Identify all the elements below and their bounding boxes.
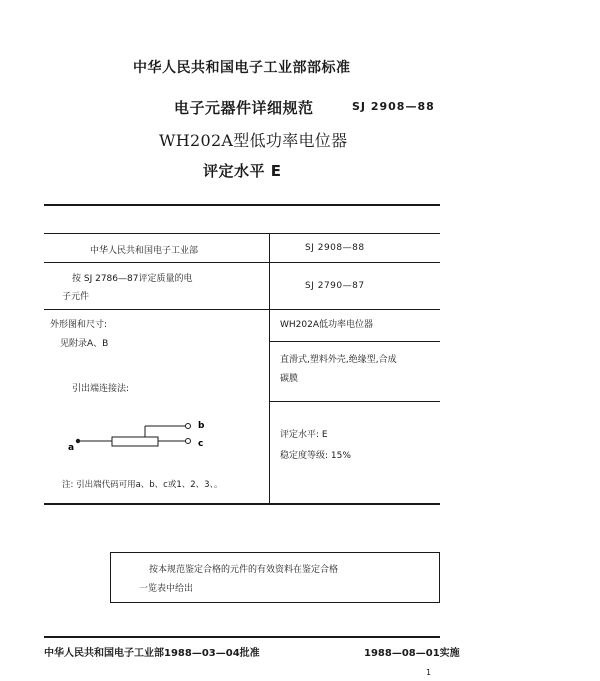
product-name-cell: WH202A低功率电位器 <box>280 320 374 330</box>
product-description-line2: 碳膜 <box>280 374 299 384</box>
terminal-connection-diagram <box>60 410 220 460</box>
ministry-cell: 中华人民共和国电子工业部 <box>90 246 199 256</box>
spec-number-cell: SJ 2908—88 <box>305 243 365 253</box>
terminal-a-label: a <box>68 443 75 453</box>
terminal-connection-label: 引出端连接法: <box>72 384 130 394</box>
terminal-c-dot <box>186 439 191 444</box>
document-title-line2: WH202A型低功率电位器 <box>159 131 348 150</box>
row1-divider <box>44 262 440 263</box>
terminal-code-note: 注: 引出端代码可用a、b、c或1、2、3、。 <box>62 480 223 490</box>
qualification-note-line1: 按本规范鉴定合格的元件的有效资料在鉴定合格 <box>149 565 339 575</box>
page-number: 1 <box>426 668 432 677</box>
qualification-note-line2: 一览表中给出 <box>139 584 194 594</box>
footer-rule <box>44 636 440 638</box>
document-title-line3: 评定水平 E <box>203 162 282 180</box>
product-description-line1: 直滑式,塑料外壳,绝缘型,合成 <box>280 355 397 365</box>
standard-number: SJ 2908—88 <box>352 100 435 113</box>
resistor-body <box>112 437 158 446</box>
terminal-b-dot <box>186 424 191 429</box>
table-bottom-border <box>44 503 440 505</box>
generic-spec-cell: SJ 2790—87 <box>305 281 365 291</box>
quality-basis-line1: 按 SJ 2786—87评定质量的电 <box>72 274 193 284</box>
row2-divider <box>44 309 440 310</box>
stability-class-cell: 稳定度等级: 15% <box>280 451 351 461</box>
implementation-date: 1988—08—01实施 <box>364 648 460 659</box>
approval-date: 中华人民共和国电子工业部1988—03—04批准 <box>44 648 260 659</box>
outline-reference: 见附录A、B <box>60 339 109 349</box>
quality-basis-line2: 子元件 <box>62 292 90 302</box>
terminal-c-label: c <box>198 439 204 449</box>
assessment-level-cell: 评定水平: E <box>280 430 328 440</box>
top-thick-rule <box>44 204 440 206</box>
terminal-a-dot <box>76 439 80 443</box>
table-column-divider <box>269 233 270 504</box>
right-divider-2 <box>270 401 440 402</box>
outline-label: 外形图和尺寸: <box>50 320 108 330</box>
table-top-border <box>44 233 440 234</box>
terminal-b-label: b <box>198 421 205 431</box>
document-title-line1: 电子元器件详细规范 <box>174 99 314 117</box>
right-divider-1 <box>270 341 440 342</box>
issuing-authority: 中华人民共和国电子工业部部标准 <box>133 60 351 76</box>
qualification-note-box <box>110 552 440 603</box>
